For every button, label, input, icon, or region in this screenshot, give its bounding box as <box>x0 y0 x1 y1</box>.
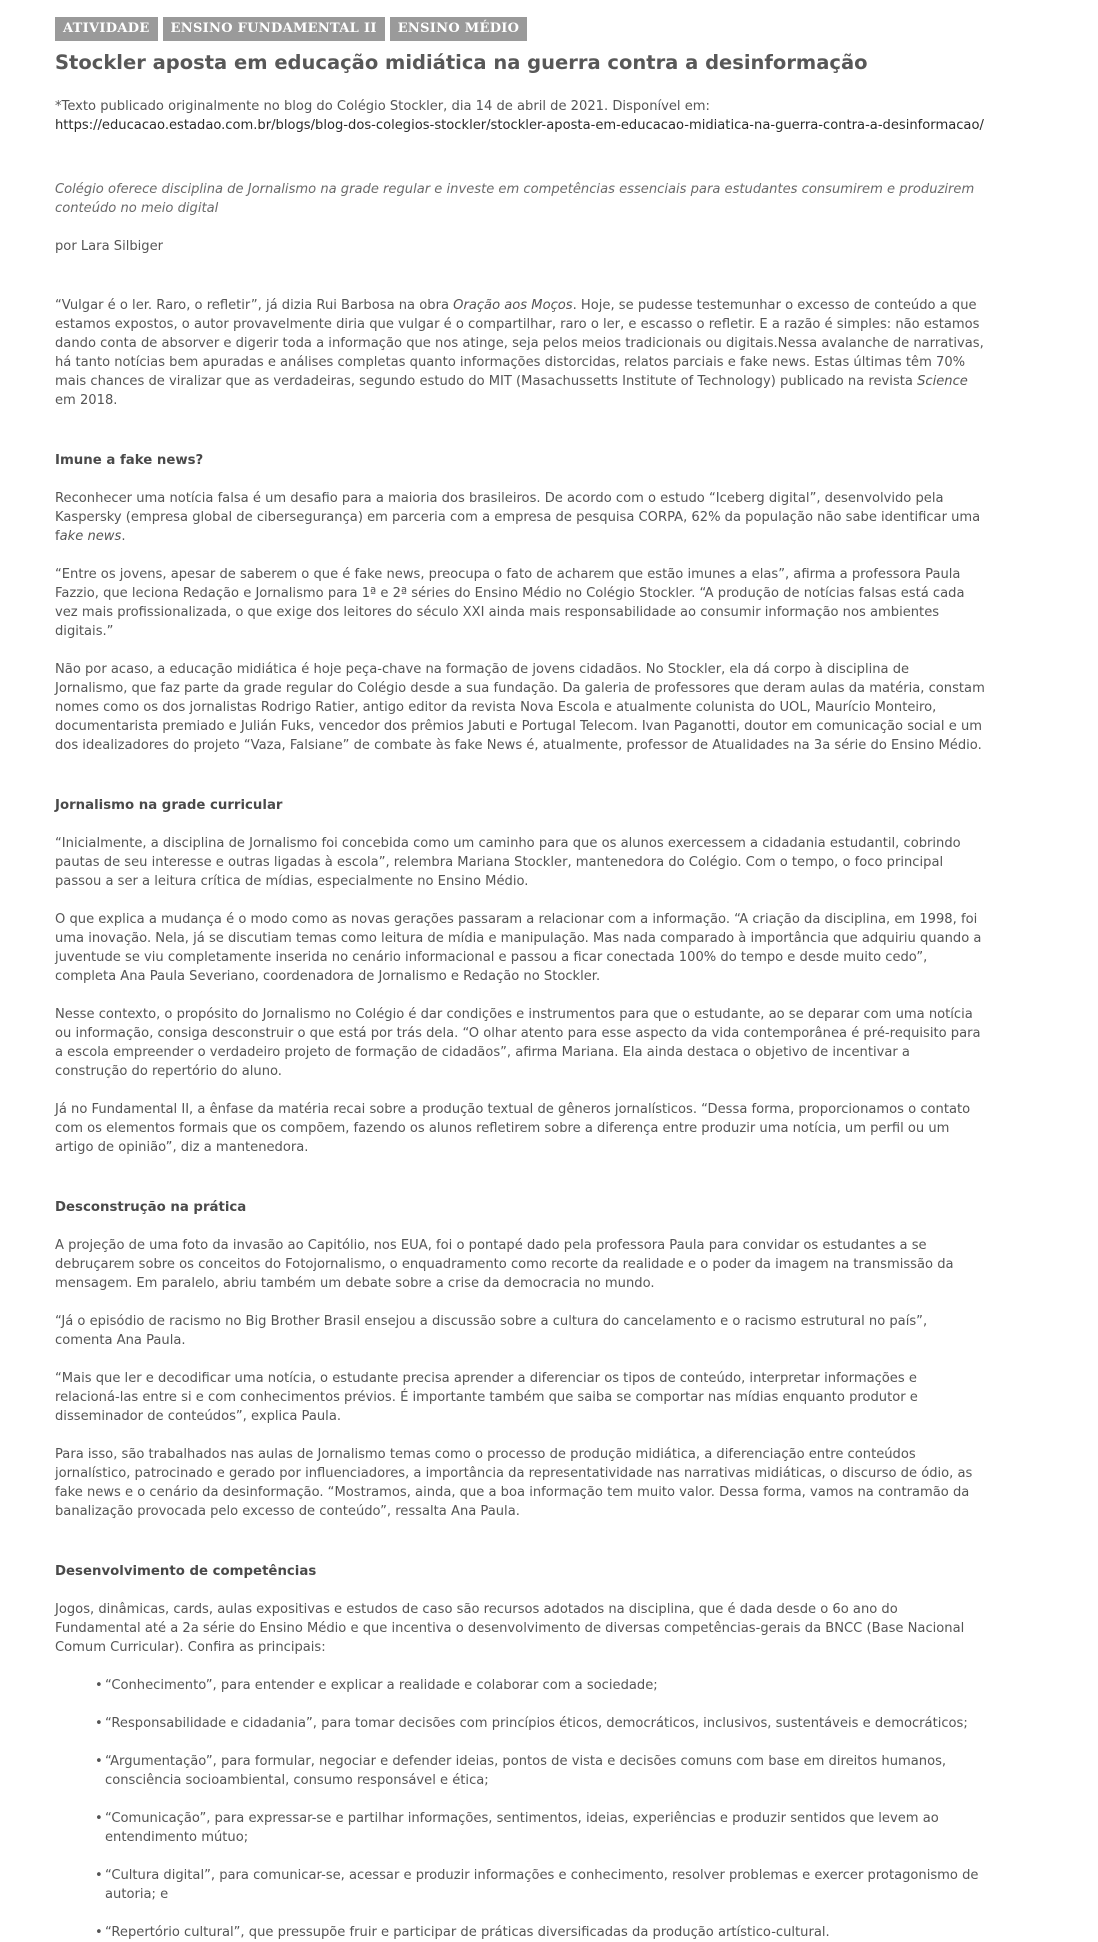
list-item: • “Responsabilidade e cidadania”, para tomar decisões com princípios éticos, democráticos, inclusivos, sustentáveis e democráticos; <box>95 1714 985 1733</box>
source-prefix: *Texto publicado originalmente no blog do Colégio Stockler, dia 14 de abril de 2021. Disponível em: <box>55 99 710 114</box>
paragraph: Nesse contexto, o propósito do Jornalismo no Colégio é dar condições e instrumentos para que o estudante, ao se deparar com uma notícia ou informação, consiga desconstruir o que está por trás dela. “O olhar atento para esse aspecto da vida contemporânea é pré-requisito para a escola empreender o verdadeiro projeto de formação de cidadãos”, afirma Mariana. Ela ainda destaca o objetivo de incentivar a construção do repertório do aluno. <box>55 1007 981 1079</box>
article-lede: Colégio oferece disciplina de Jornalismo na grade regular e investe em competências essenciais para estudantes consumirem e produzirem conteúdo no meio digital <box>55 182 975 216</box>
paragraph <box>55 489 985 546</box>
paragraph: “Já o episódio de racismo no Big Brother Brasil ensejou a discussão sobre a cultura do cancelamento e o racismo estrutural no país”, comenta Ana Paula. <box>55 1314 928 1348</box>
list-item: • “Comunicação”, para expressar-se e partilhar informações, sentimentos, ideias, experiências e produzir sentidos que levem ao entendimento mútuo; <box>95 1809 985 1847</box>
intro-text-3: em 2018. <box>55 393 118 408</box>
paragraph: Já no Fundamental II, a ênfase da matéria recai sobre a produção textual de gêneros jornalísticos. “Dessa forma, proporcionamos o contato com os elementos formais que os compõem, fazendo os alunos refletirem sobre a diferença entre produzir uma notícia, um perfil ou um artigo de opinião”, diz a mantenedora. <box>55 1102 971 1155</box>
paragraph: A projeção de uma foto da invasão ao Capitólio, nos EUA, foi o pontapé dado pela professora Paula para convidar os estudantes a se debruçarem sobre os conceitos do Fotojornalismo, o enquadramento como recorte da realidade e o poder da imagem na transmissão da mensagem. Em paralelo, abriu também um debate sobre a crise da democracia no mundo. <box>55 1238 954 1291</box>
paragraph: Para isso, são trabalhados nas aulas de Jornalismo temas como o processo de produção midiática, a diferenciação entre conteúdos jornalístico, patrocinado e gerado por influenciadores, a importância da representatividade nas narrativas midiáticas, o discurso de ódio, as fake news e o cenário da desinformação. “Mostramos, ainda, que a boa informação tem muito valor. Dessa forma, vamos na contramão da banalização provocada pelo excesso de conteúdo”, ressalta Ana Paula. <box>55 1447 973 1519</box>
s1-p1-emphasis: ake news <box>59 529 122 544</box>
list-item: • “Argumentação”, para formular, negociar e defender ideias, pontos de vista e decisões comuns com base em direitos humanos, consciência socioambiental, consumo responsável e ética; <box>95 1752 985 1790</box>
intro-paragraph <box>55 296 985 410</box>
article-title: Stockler aposta em educação midiática na guerra contra a desinformação <box>55 51 868 74</box>
section-heading-desconstrucao: Desconstrução na prática <box>55 1200 247 1215</box>
s1-p1-text-a: Reconhecer uma notícia falsa é um desafio para a maioria dos brasileiros. De acordo com o estudo “Iceberg digital”, desenvolvido pela Kaspersky (empresa global de cibersegurança) em parceria com a empresa de pesquisa CORPA, 62% da população não sabe identificar uma f <box>55 491 981 544</box>
paragraph: Não por acaso, a educação midiática é hoje peça-chave na formação de jovens cidadãos. No Stockler, ela dá corpo à disciplina de Jornalismo, que faz parte da grade regular do Colégio desde a sua fundação. Da galeria de professores que deram aulas da matéria, constam nomes como os dos jornalistas Rodrigo Ratier, antigo editor da revista Nova Escola e atualmente colunista do UOL, Maurício Monteiro, documentarista premiado e Julián Fuks, vencedor dos prêmios Jabuti e Portugal Telecom. Ivan Paganotti, doutor em comunicação social e um dos idealizadores do projeto “Vaza, Falsiane” de combate às fake News é, atualmente, professor de Atualidades na 3a série do Ensino Médio. <box>55 662 985 753</box>
list-item: • “Cultura digital”, para comunicar-se, acessar e produzir informações e conhecimento, resolver problemas e exercer protagonismo de autoria; e <box>95 1866 985 1904</box>
tag-ensino-fundamental-ii[interactable]: ENSINO FUNDAMENTAL II <box>163 17 385 41</box>
paragraph: “Inicialmente, a disciplina de Jornalismo foi concebida como um caminho para que os alunos exercessem a cidadania estudantil, cobrindo pautas de seu interesse e outras ligadas à escola”, relembra Mariana Stockler, mantenedora do Colégio. Com o tempo, o foco principal passou a ser a leitura crítica de mídias, especialmente no Ensino Médio. <box>55 836 961 889</box>
byline: por Lara Silbiger <box>55 239 164 254</box>
paragraph: O que explica a mudança é o modo como as novas gerações passaram a relacionar com a informação. “A criação da disciplina, em 1998, foi uma inovação. Nela, já se discutiam temas como leitura de mídia e manipulação. Mas nada comparado à importância que adquiriu quando a juventude se viu completamente inserida no cenário informacional e passou a ficar conectada 100% do tempo e desde muito cedo”, completa Ana Paula Severiano, coordenadora de Jornalismo e Redação no Stockler. <box>55 912 982 984</box>
source-link[interactable]: https://educacao.estadao.com.br/blogs/blog-dos-colegios-stockler/stockler-aposta-em-educacao-midiatica-na-guerra-contra-a-desinformacao/ <box>55 118 984 133</box>
tag-ensino-medio[interactable]: ENSINO MÉDIO <box>390 17 528 41</box>
intro-journal-name: Science <box>917 374 968 389</box>
source-note <box>55 97 985 135</box>
category-tags <box>55 17 985 41</box>
list-item: • “Repertório cultural”, que pressupõe fruir e participar de práticas diversificadas da produção artístico-cultural. <box>95 1923 985 1942</box>
section-heading-competencias: Desenvolvimento de competências <box>55 1564 317 1579</box>
paragraph: Jogos, dinâmicas, cards, aulas expositivas e estudos de caso são recursos adotados na disciplina, que é dada desde o 6o ano do Fundamental até a 2a série do Ensino Médio e que incentiva o desenvolvimento de diversas competências-gerais da BNCC (Base Nacional Comum Curricular). Confira as principais: <box>55 1602 965 1655</box>
competencias-list <box>55 1676 985 1942</box>
s1-p1-text-b: . <box>121 529 126 544</box>
intro-text-1: “Vulgar é o ler. Raro, o refletir”, já dizia Rui Barbosa na obra <box>55 298 454 313</box>
paragraph: “Mais que ler e decodificar uma notícia, o estudante precisa aprender a diferenciar os tipos de conteúdo, interpretar informações e relacioná-las entre si e com conhecimentos prévios. É importante também que saiba se comportar nas mídias enquanto produtor e disseminador de conteúdos”, explica Paula. <box>55 1371 918 1424</box>
paragraph: “Entre os jovens, apesar de saberem o que é fake news, preocupa o fato de acharem que estão imunes a elas”, afirma a professora Paula Fazzio, que leciona Redação e Jornalismo para 1ª e 2ª séries do Ensino Médio no Colégio Stockler. “A produção de notícias falsas está cada vez mais profissionalizada, o que exige dos leitores do século XXI ainda mais responsabilidade ao consumir informação nos ambientes digitais.” <box>55 567 965 639</box>
list-item: • “Conhecimento”, para entender e explicar a realidade e colaborar com a sociedade; <box>95 1676 985 1695</box>
section-heading-imune: Imune a fake news? <box>55 453 204 468</box>
section-heading-jornalismo: Jornalismo na grade curricular <box>55 798 283 813</box>
tag-atividade[interactable]: ATIVIDADE <box>55 17 158 41</box>
intro-book-title: Oração aos Moços <box>453 298 573 313</box>
intro-text-2: . Hoje, se pudesse testemunhar o excesso de conteúdo a que estamos expostos, o autor provavelmente diria que vulgar é o compartilhar, raro o ler, e escasso o refletir. E a razão é simples: não estamos dando conta de absorver e digerir toda a informação que nos atinge, seja pelos meios tradicionais ou digitais.Nessa avalanche de narrativas, há tanto notícias bem apuradas e análises completas quanto informações distorcidas, relatos parciais e fake news. Estas últimas têm 70% mais chances de viralizar que as verdadeiras, segundo estudo do MIT (Masachussetts Institute of Technology) publicado na revista <box>55 298 984 389</box>
